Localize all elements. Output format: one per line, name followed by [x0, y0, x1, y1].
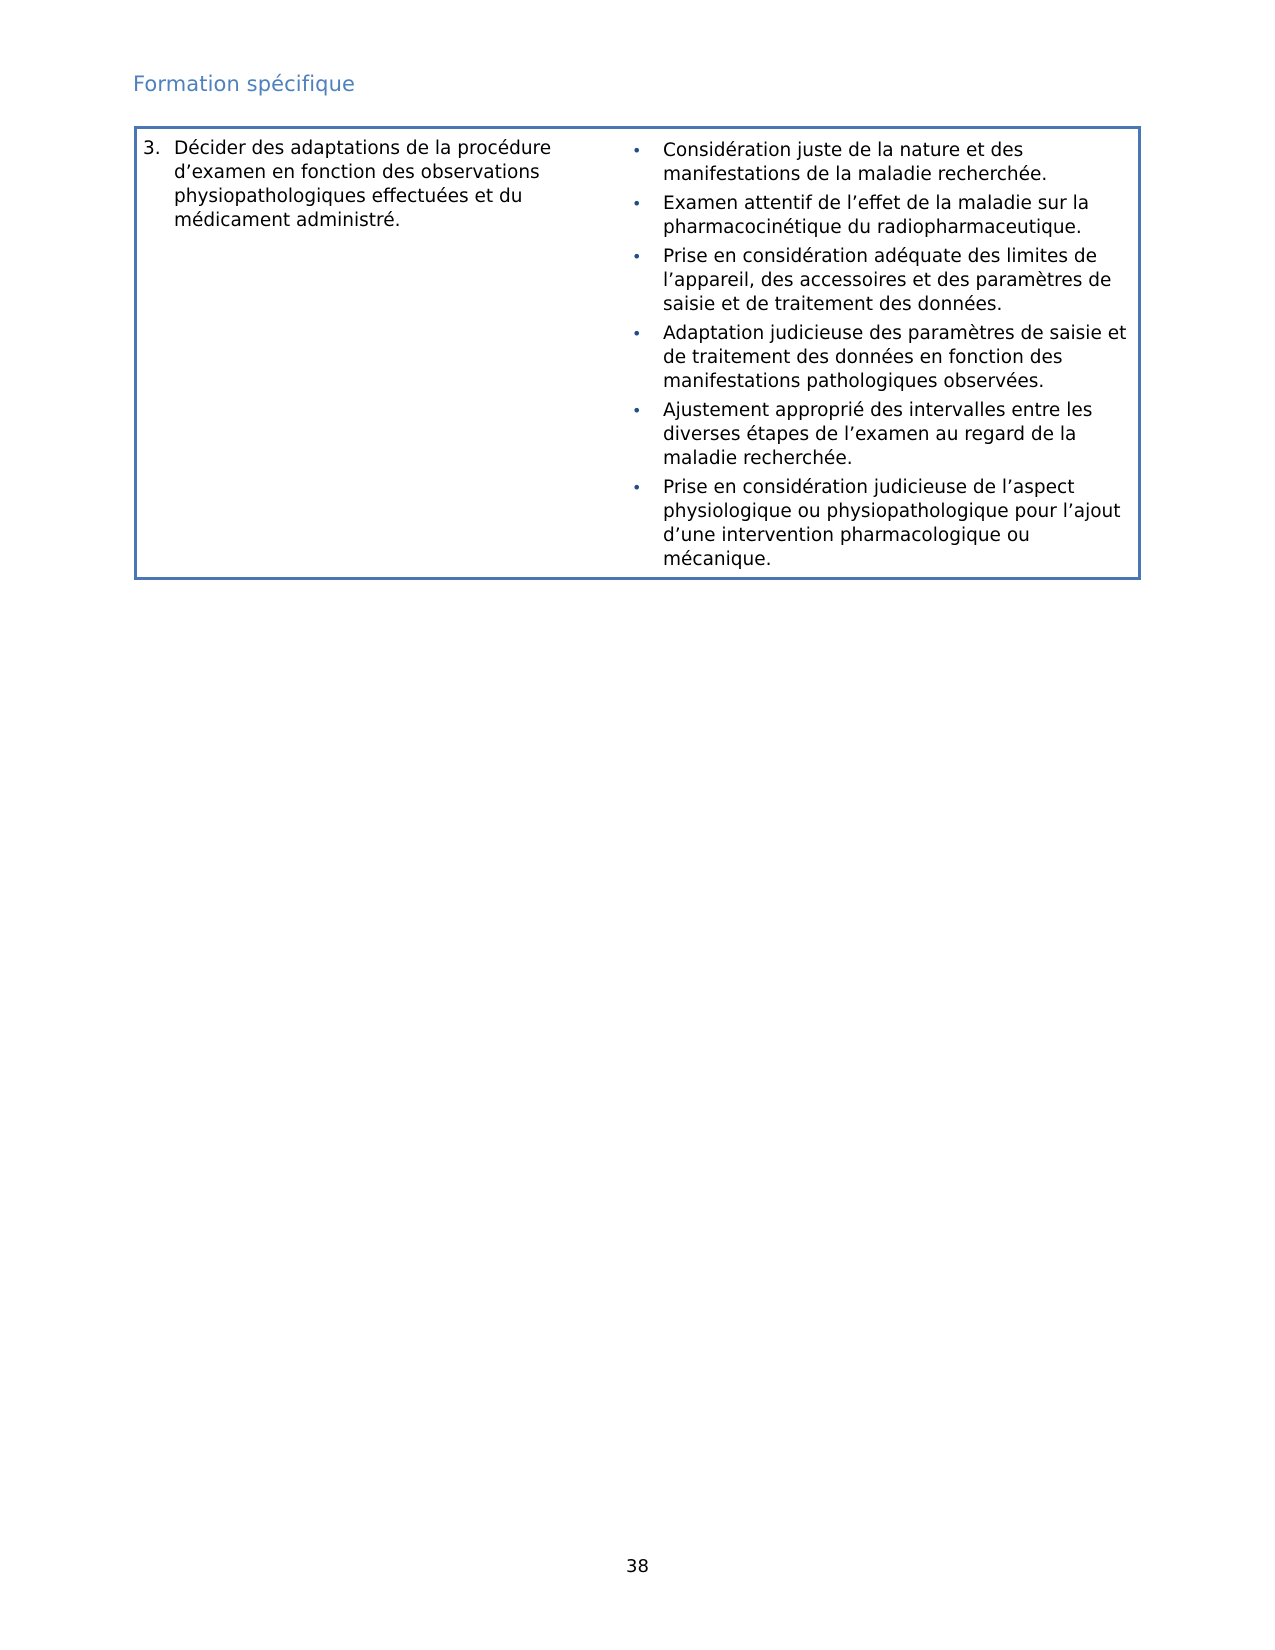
- criterion-text: Adaptation judicieuse des paramètres de saisie et de traitement des données en fonction des manifestations pathologiques observées.: [663, 323, 1127, 392]
- criterion-item: [629, 139, 1132, 187]
- criterion-text: Prise en considération adéquate des limites de l’appareil, des accessoires et des paramètres de saisie et de traitement des données.: [663, 246, 1112, 315]
- competency-number: 3.: [143, 138, 161, 159]
- criterion-item: [629, 476, 1132, 572]
- criterion-text: Prise en considération judicieuse de l’aspect physiologique ou physiopathologique pour l’ajout d’une intervention pharmacologique ou mécanique.: [663, 477, 1121, 570]
- bullet-icon: •: [632, 141, 642, 160]
- criterion-text: Ajustement approprié des intervalles entre les diverses étapes de l’examen au regard de la maladie recherchée.: [663, 400, 1093, 469]
- bullet-icon: •: [632, 194, 642, 213]
- competency-text: Décider des adaptations de la procédure d’examen en fonction des observations physiopathologiques effectuées et du médicament administré.: [174, 138, 552, 231]
- bullet-icon: •: [632, 247, 642, 266]
- criterion-text: Considération juste de la nature et des manifestations de la maladie recherchée.: [663, 140, 1048, 185]
- page-number: 38: [626, 1556, 649, 1577]
- competency-table: [134, 126, 1141, 580]
- competency-item: [143, 137, 629, 233]
- criterion-text: Examen attentif de l’effet de la maladie sur la pharmacocinétique du radiopharmaceutique.: [663, 193, 1090, 238]
- criterion-item: [629, 192, 1132, 240]
- criterion-item: [629, 322, 1132, 394]
- criteria-list: [629, 139, 1132, 572]
- criteria-column: [629, 129, 1138, 577]
- criterion-item: [629, 245, 1132, 317]
- bullet-icon: •: [632, 324, 642, 343]
- bullet-icon: •: [632, 401, 642, 420]
- section-heading: Formation spécifique: [133, 72, 356, 96]
- competency-column: [137, 129, 629, 577]
- bullet-icon: •: [632, 478, 642, 497]
- criterion-item: [629, 399, 1132, 471]
